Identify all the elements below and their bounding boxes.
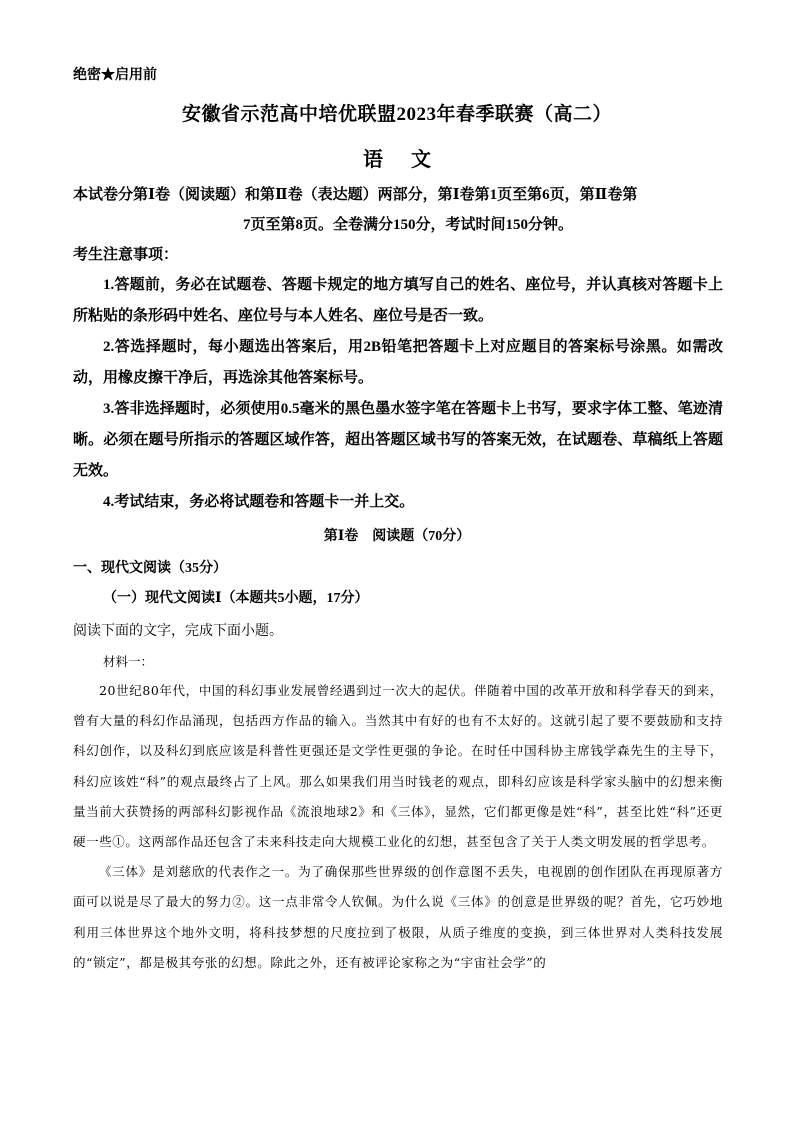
subject-title: 语文 bbox=[363, 149, 459, 171]
notice-item-1: 1.答题前，务必在试题卷、答题卡规定的地方填写自己的姓名、座位号，并认真核对答题卡上所粘贴的条形码中姓名、座位号与本人姓名、座位号是否一致。 bbox=[73, 277, 723, 324]
intro-line-1: 本试卷分第Ⅰ卷（阅读题）和第Ⅱ卷（表达题）两部分，第Ⅰ卷第1页至第6页，第Ⅱ卷第 bbox=[73, 187, 638, 203]
notice-list bbox=[73, 270, 723, 518]
notice-item-2: 2.答选择题时，每小题选出答案后，用2B铅笔把答题卡上对应题目的答案标号涂黑。如需改动，用橡皮擦干净后，再选涂其他答案标号。 bbox=[73, 339, 723, 386]
notice-item-4: 4.考试结束，务必将试题卷和答题卡一并上交。 bbox=[103, 494, 415, 510]
confidential-mark: 绝密★启用前 bbox=[73, 68, 157, 83]
notice-item-3: 3.答非选择题时，必须使用0.5毫米的黑色墨水签字笔在答题卡上书写，要求字体工整、笔迹清晰。必须在题号所指示的答题区域作答，超出答题区域书写的答案无效，在试题卷、草稿纸上答题无效。 bbox=[73, 401, 723, 479]
exam-intro bbox=[73, 180, 723, 240]
material-paragraph-2: 《三体》是刘慈欣的代表作之一。为了确保那些世界级的创作意图不丢失，电视剧的创作团队在再现原著方面可以说是尽了最大的努力②。这一点非常令人钦佩。为什么说《三体》的创意是世界级的呢？首先，它巧妙地利用三体世界这个地外文明，将科技梦想的尺度拉到了极限，从质子维度的变换，到三体世界对人类科技发展的“锁定”，都是极其夸张的幻想。除此之外，还有被评论家称之为“宇宙社会学”的 bbox=[73, 864, 723, 970]
exam-title: 安徽省示范高中培优联盟2023年春季联赛（高二） bbox=[181, 104, 612, 125]
intro-line-2: 7页至第8页。全卷满分150分，考试时间150分钟。 bbox=[242, 217, 573, 233]
material-label: 材料一： bbox=[103, 655, 154, 669]
material-paragraph-1: 20世纪80年代，中国的科幻事业发展曾经遇到过一次大的起伏。伴随着中国的改革开放和科学春天的到来，曾有大量的科幻作品涌现，包括西方作品的输入。当然其中有好的也有不太好的。这就引起了要不要鼓励和支持科幻创作，以及科幻到底应该是科普性更强还是文学性更强的争论。在时任中国科协主席钱学森先生的主导下，科幻应该姓“科”的观点最终占了上风。那么如果我们用当时钱老的观点，即科幻应该是科学家头脑中的幻想来衡量当前大获赞扬的两部科幻影视作品《流浪地球2》和《三体》，显然，它们都更像是姓“科”，甚至比姓“科”还更硬一些①。这两部作品还包含了未来科技走向大规模工业化的幻想，甚至包含了关于人类文明发展的哲学思考。 bbox=[73, 683, 723, 850]
notice-heading: 考生注意事项： bbox=[73, 247, 179, 263]
part-heading: 第Ⅰ卷 阅读题（70分） bbox=[323, 529, 471, 544]
section-heading: 一、现代文阅读（35分） bbox=[73, 561, 227, 576]
material-body bbox=[73, 676, 723, 978]
subsection-heading: （一）现代文阅读Ⅰ（本题共5小题，17分） bbox=[103, 591, 369, 606]
reading-instruction: 阅读下面的文字，完成下面小题。 bbox=[73, 623, 283, 639]
